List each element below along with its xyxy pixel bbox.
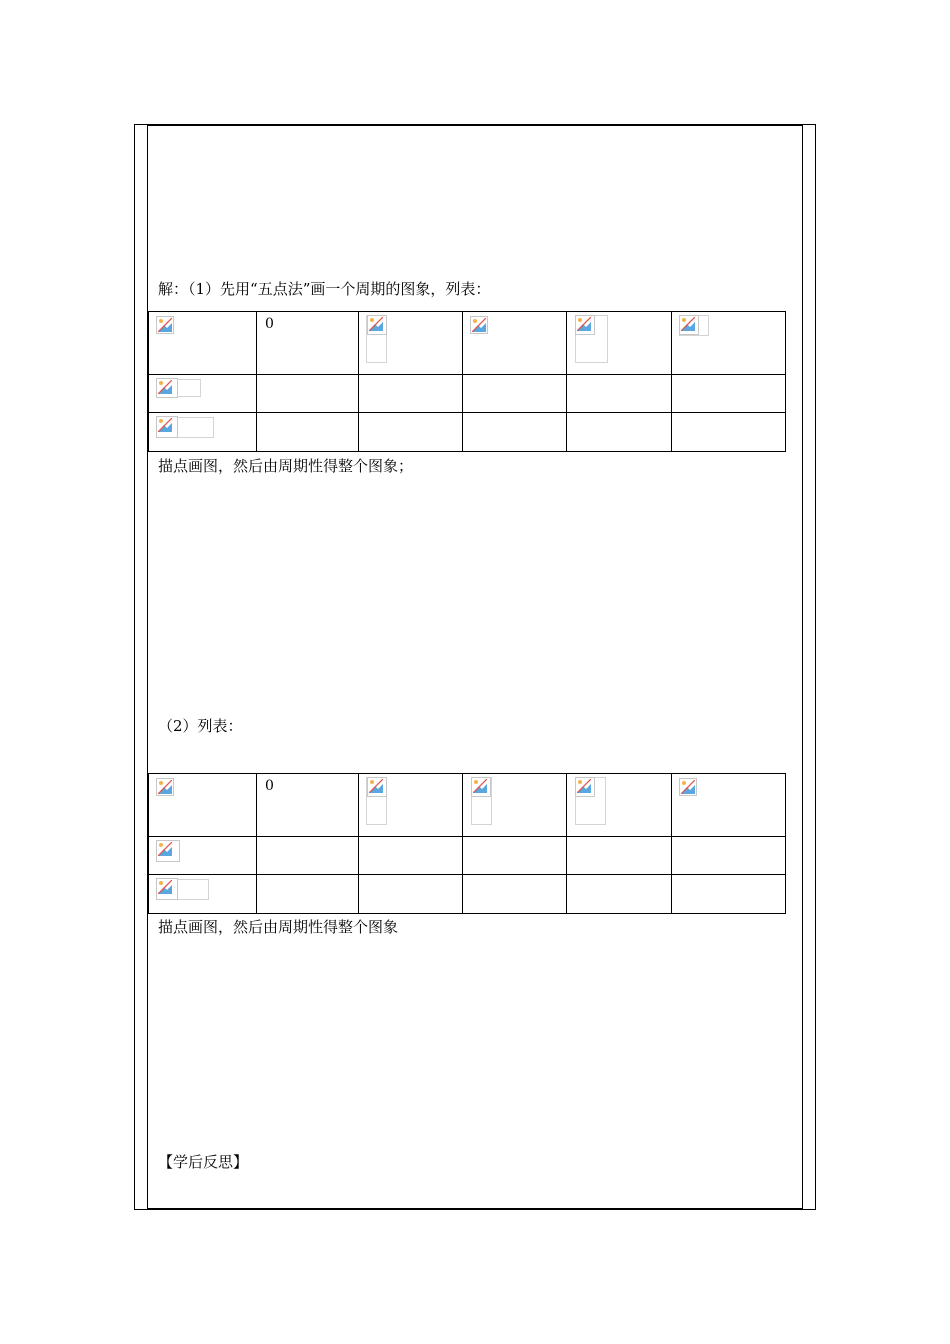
part2-heading: （2）列表：	[158, 717, 243, 735]
frame-bottom-line	[147, 1208, 803, 1210]
table-cell	[567, 413, 672, 452]
table-cell	[672, 375, 786, 413]
table-cell	[257, 774, 359, 837]
table-cell	[149, 312, 257, 375]
table-cell	[567, 375, 672, 413]
part1-heading: 解：（1）先用“五点法”画一个周期的图象，列表：	[158, 280, 491, 298]
table-cell	[672, 413, 786, 452]
reflection-heading: 【学后反思】	[158, 1153, 249, 1171]
part1-table	[148, 311, 786, 452]
table-cell	[257, 413, 359, 452]
broken-image-icon	[156, 778, 174, 796]
table-cell	[257, 875, 359, 914]
table-cell	[672, 312, 786, 375]
table-cell	[463, 312, 567, 375]
table-cell	[672, 837, 786, 875]
broken-image-icon	[470, 316, 488, 334]
broken-image-icon	[679, 778, 697, 796]
broken-image-icon	[156, 416, 178, 438]
table-cell	[463, 774, 567, 837]
part2-table	[148, 773, 786, 914]
frame-right-inner-line	[802, 124, 803, 1210]
table-cell	[359, 375, 463, 413]
table-cell	[672, 875, 786, 914]
broken-image-icon	[471, 777, 491, 797]
broken-image-icon	[679, 315, 699, 335]
part1-after-text: 描点画图，然后由周期性得整个图象；	[158, 457, 414, 475]
frame-left-inner-line	[147, 124, 148, 1210]
table-cell	[567, 875, 672, 914]
broken-image-icon	[156, 878, 178, 900]
table-cell	[463, 413, 567, 452]
table-cell	[463, 837, 567, 875]
table-cell	[359, 413, 463, 452]
cell-value: 0	[265, 316, 274, 332]
table-cell	[149, 837, 257, 875]
table-cell	[672, 774, 786, 837]
table-cell	[359, 312, 463, 375]
table-cell	[463, 875, 567, 914]
table-cell	[567, 312, 672, 375]
broken-image-icon	[156, 378, 178, 398]
table-cell	[149, 774, 257, 837]
broken-image-icon	[575, 777, 595, 797]
table-cell	[359, 837, 463, 875]
table-cell	[257, 312, 359, 375]
table-cell	[567, 837, 672, 875]
broken-image-icon	[367, 315, 387, 335]
table-cell	[359, 774, 463, 837]
table-cell	[257, 375, 359, 413]
part2-after-text: 描点画图，然后由周期性得整个图象	[158, 918, 399, 936]
table-cell	[257, 837, 359, 875]
broken-image-icon	[367, 777, 387, 797]
table-cell	[567, 774, 672, 837]
broken-image-icon	[156, 840, 180, 862]
broken-image-icon	[575, 315, 595, 335]
frame-top-line	[147, 124, 803, 126]
table-cell	[149, 375, 257, 413]
table-cell	[149, 875, 257, 914]
broken-image-icon	[156, 316, 174, 334]
table-cell	[149, 413, 257, 452]
cell-value: 0	[265, 778, 274, 794]
table-cell	[463, 375, 567, 413]
table-cell	[359, 875, 463, 914]
